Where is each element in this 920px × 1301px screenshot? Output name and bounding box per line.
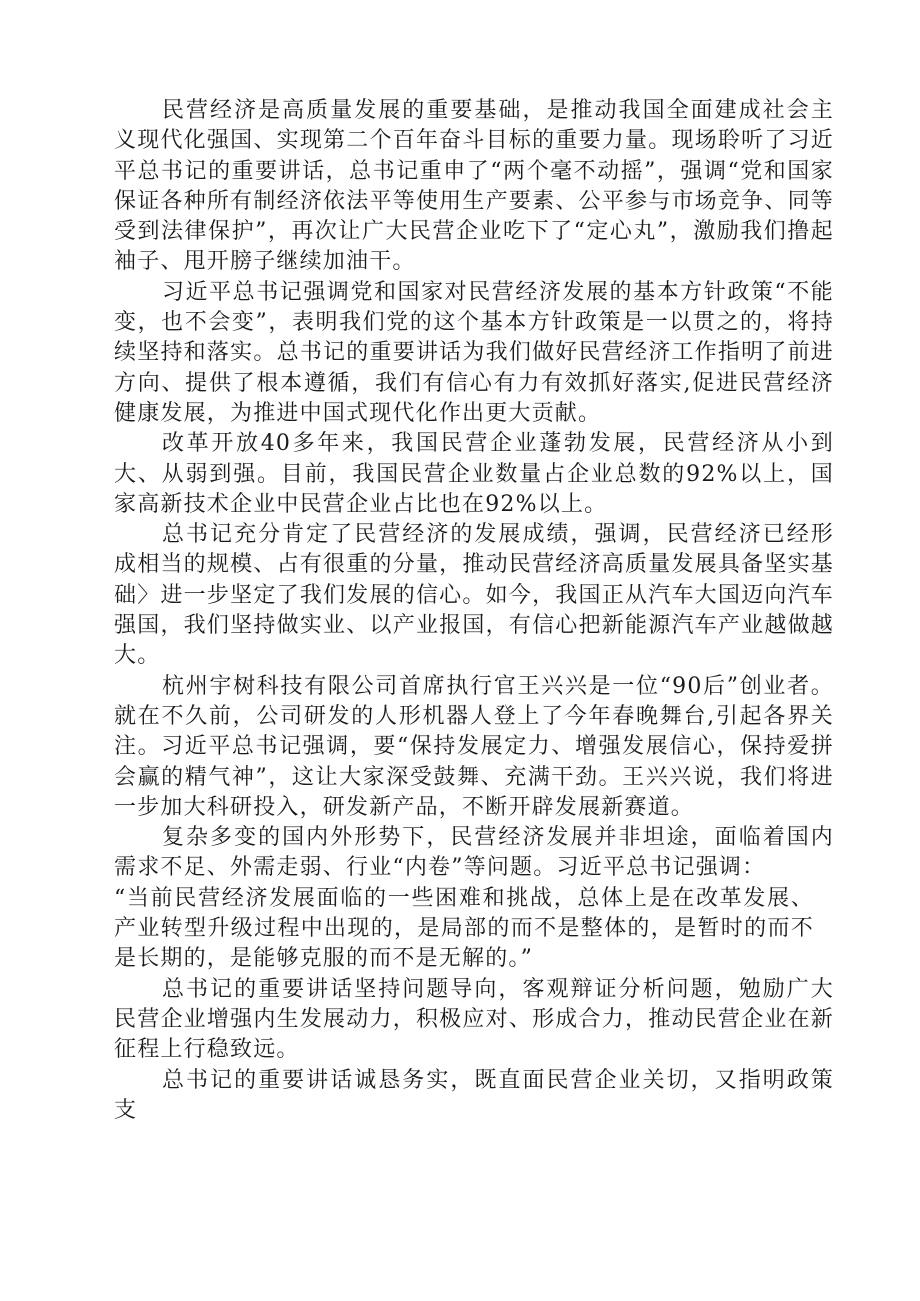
paragraph-4: 总书记充分肯定了民营经济的发展成绩，强调，民营经济已经形成相当的规模、占有很重的分量，推动民营经济高质量发展具备坚实基础〉进一步坚定了我们发展的信心。如今，我国正从汽车大国迈向汽车强国，我们坚持做实业、以产业报国，有信心把新能源汽车产业越做越大。: [114, 522, 834, 669]
paragraph-5: 杭州宇树科技有限公司首席执行官王兴兴是一位“90后”创业者。就在不久前，公司研发的人形机器人登上了今年春晚舞台,引起各界关注。习近平总书记强调，要“保持发展定力、增强发展信心，保持爱拼会赢的精气神”，这让大家深受鼓舞、充满干劲。王兴兴说，我们将进一步加大科研投入，研发新产品，不断开辟发展新赛道。: [114, 673, 834, 820]
document-body: [114, 96, 834, 1126]
paragraph-8: 总书记的重要讲话坚持问题导向，客观辩证分析问题，勉励广大民营企业增强内生发展动力，积极应对、形成合力，推动民营企业在新征程上行稳致远。: [114, 976, 834, 1063]
paragraph-3: 改革开放40多年来，我国民营企业蓬勃发展，民营经济从小到大、从弱到强。目前，我国民营企业数量占企业总数的92%以上，国家高新技术企业中民营企业占比也在92%以上。: [114, 431, 834, 517]
paragraph-2: 习近平总书记强调党和国家对民营经济发展的基本方针政策“不能变，也不会变”，表明我们党的这个基本方针政策是一以贯之的，将持续坚持和落实。总书记的重要讲话为我们做好民营经济工作指明了前进方向、提供了根本遵循，我们有信心有力有效抓好落实,促进民营经济健康发展，为推进中国式现代化作出更大贡献。: [114, 279, 834, 426]
quote-paragraph: “当前民营经济发展面临的一些困难和挑战，总体上是在改革发展、产业转型升级过程中出现的，是局部的而不是整体的，是暂时的而不是长期的，是能够克服的而不是无解的。”: [114, 885, 814, 972]
paragraph-1: 民营经济是高质量发展的重要基础，是推动我国全面建成社会主义现代化强国、实现第二个百年奋斗目标的重要力量。现场聆听了习近平总书记的重要讲话，总书记重申了“两个毫不动摇”，强调“党和国家保证各种所有制经济依法平等使用生产要素、公平参与市场竞争、同等受到法律保护”，再次让广大民营企业吃下了“定心丸”，激励我们撸起袖子、甩开膀子继续加油干。: [114, 98, 834, 275]
paragraph-6: 复杂多变的国内外形势下，民营经济发展并非坦途，面临着国内需求不足、外需走弱、行业“内卷”等问题。习近平总书记强调：: [114, 825, 834, 881]
paragraph-9: 总书记的重要讲话诚恳务实，既直面民营企业关切，又指明政策支: [114, 1067, 834, 1123]
